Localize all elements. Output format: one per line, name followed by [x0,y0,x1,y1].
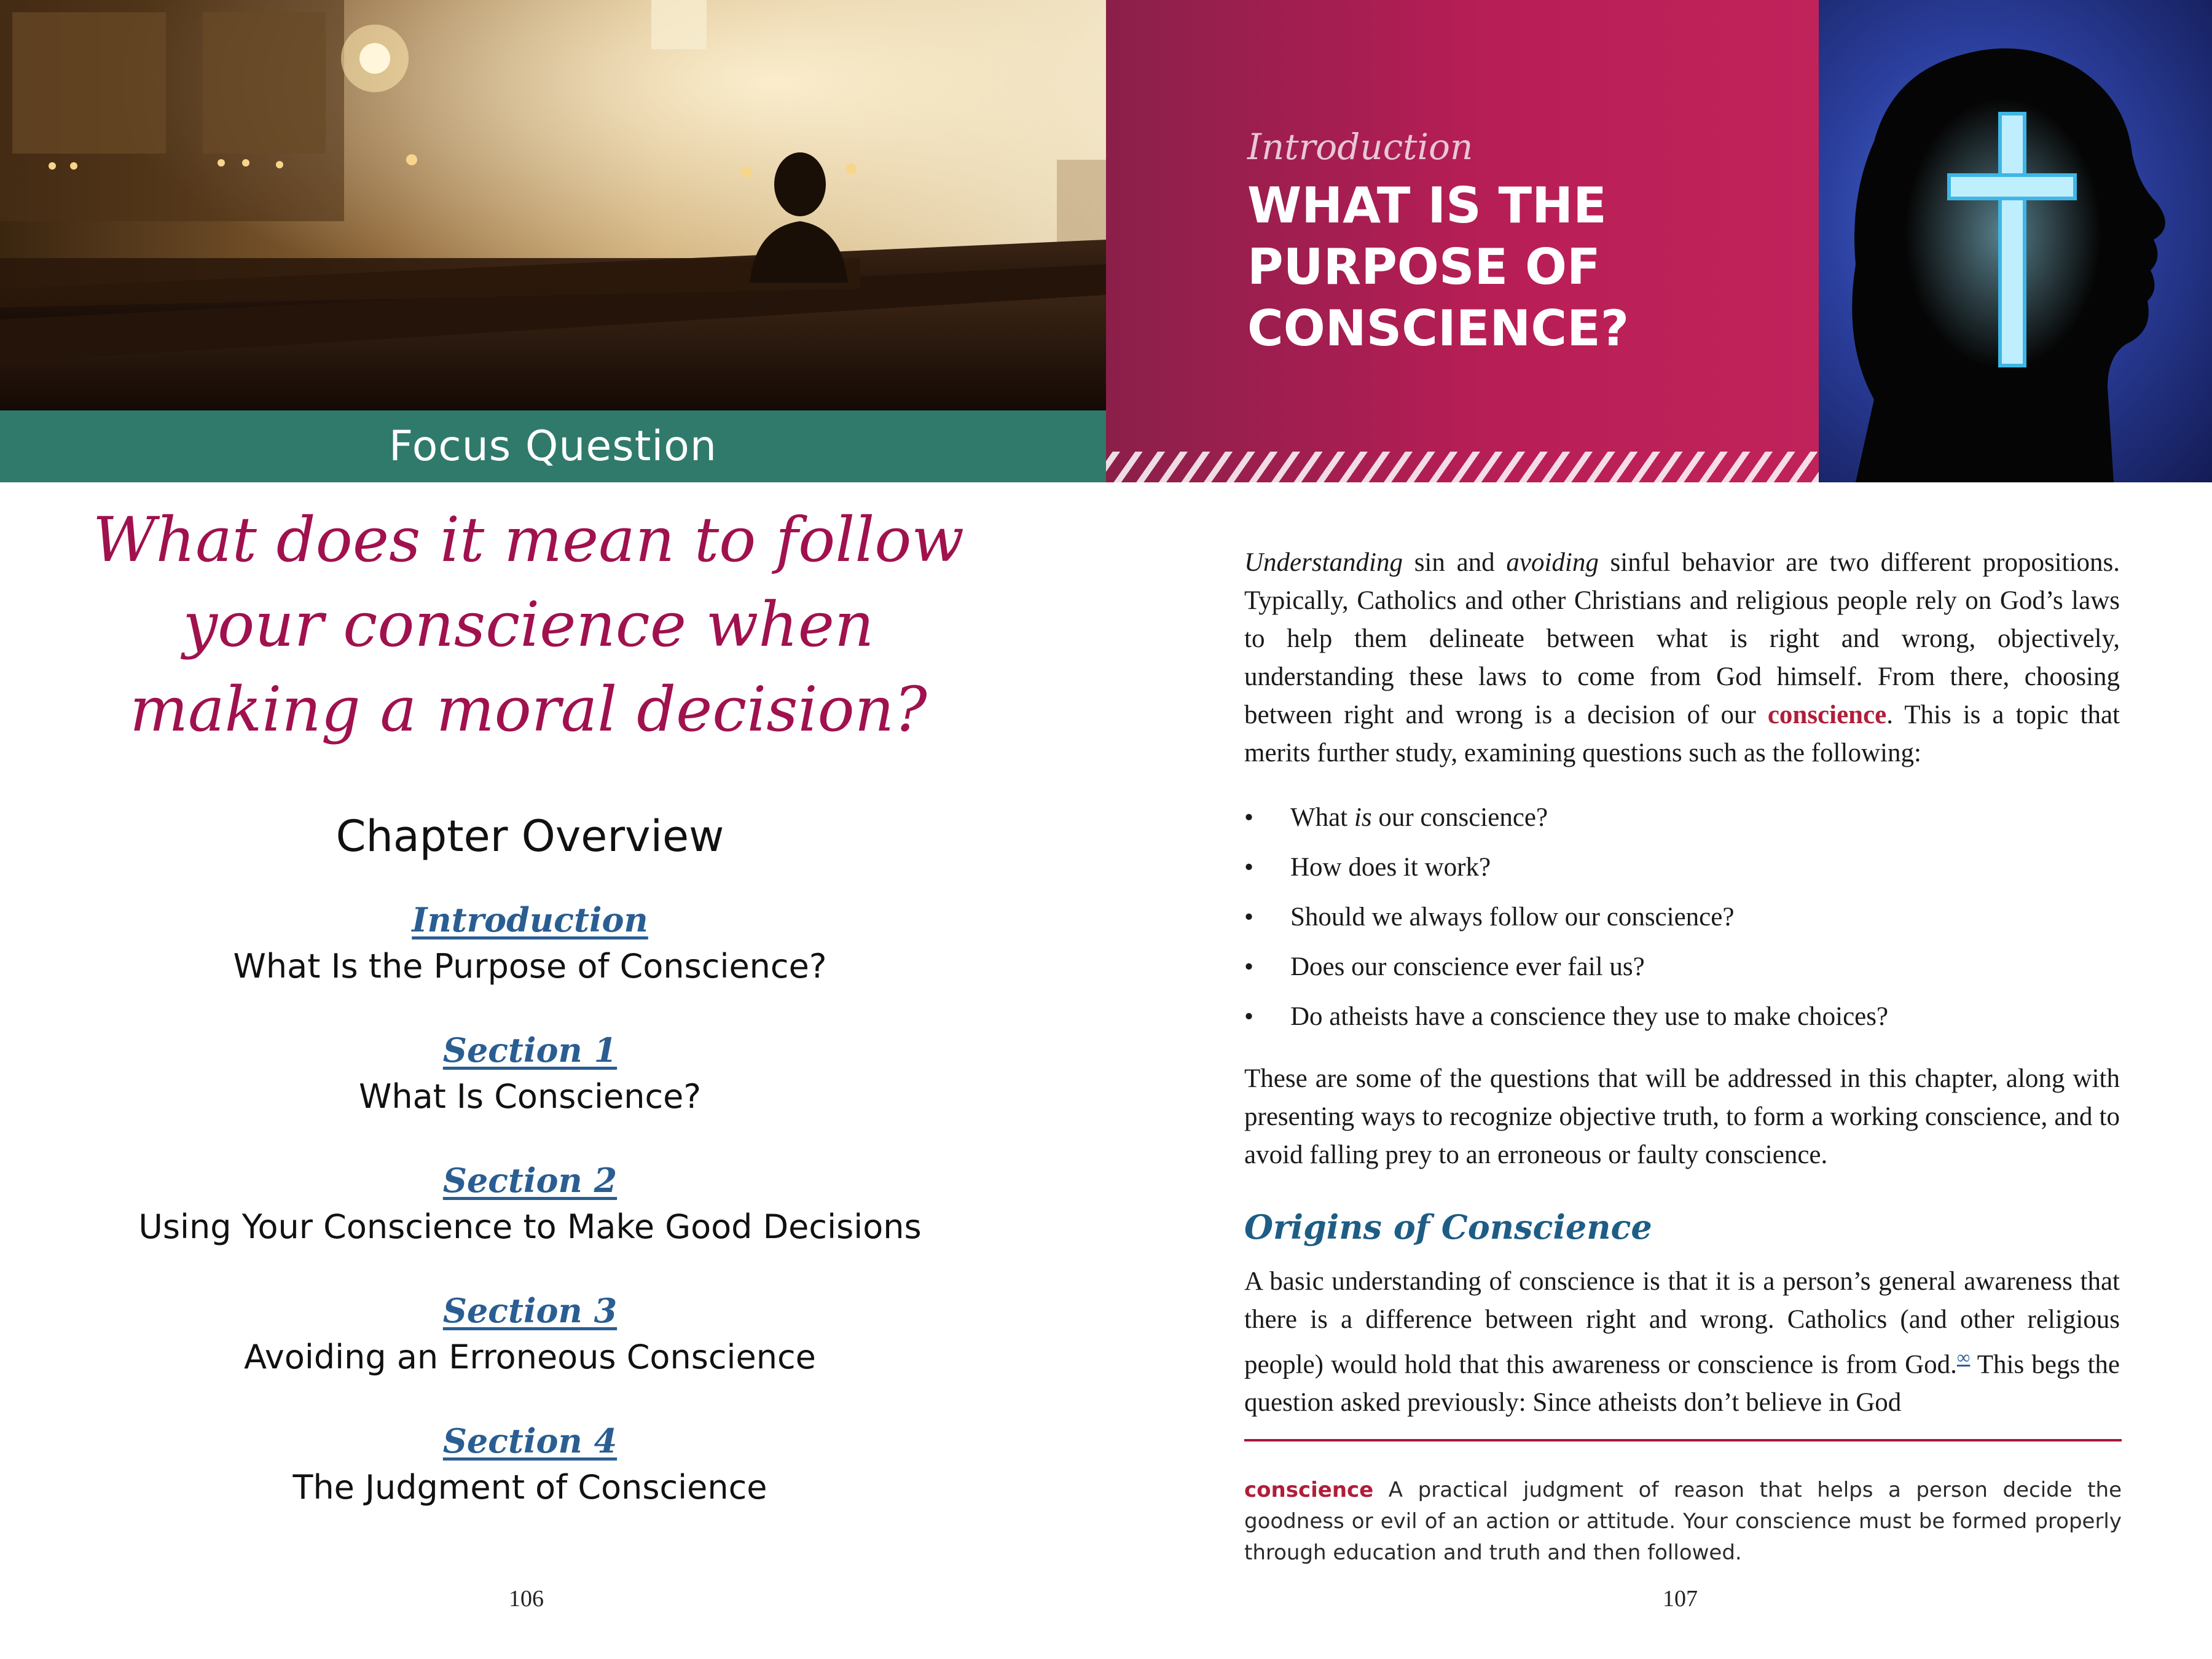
overview-item-section-1 [0,1030,1060,1116]
emphasis-is: is [1354,803,1372,832]
emphasis-understanding: Understanding [1244,548,1403,577]
focus-question-band [0,410,1106,482]
list-item: • Should we always follow our conscience? [1244,898,2120,948]
head-silhouette-cross-image [1819,0,2212,482]
overview-item-section-2 [0,1161,1060,1246]
text-run: our conscience? [1371,803,1548,832]
list-item: • Do atheists have a conscience they use to make choices? [1244,998,2120,1048]
overview-link-section-1[interactable]: Section 1 [442,1030,618,1070]
text-run: This begs the question asked previously: Since atheists don’t believe in God [1244,1350,2120,1418]
overview-item-section-4 [0,1421,1060,1507]
glossary-text: A practical judgment of reason that helps a person decide the goodness or evil of an action or attitude. Your conscience must be formed properly through education and truth and then followed. [1244,1478,2122,1565]
overview-link-section-4[interactable]: Section 4 [442,1421,618,1461]
introduction-title: WHAT IS THE PURPOSE OF CONSCIENCE? [1247,177,1630,357]
text-run: sinful behavior are two different propositions. Typically, Catholics and other Christians and religious people rely on God’s laws to help them delineate between what is right and wrong, objectively, understanding these laws to come from God himself. From there, choosing between right and wrong is a decision of our [1244,548,2120,729]
list-item: • Does our conscience ever fail us? [1244,948,2120,998]
origins-paragraph [1244,1263,2120,1422]
page-number-left: 106 [509,1586,544,1612]
chapter-overview-title: Chapter Overview [335,811,724,861]
footnote-reference-link[interactable]: ∞ [1956,1347,1971,1368]
emphasis-avoiding: avoiding [1506,548,1599,577]
intro-paragraph-2: These are some of the questions that will be addressed in this chapter, along with presenting ways to recognize objective truth, to form a working conscience, and to avoid falling prey to an erroneous or faulty conscience. [1244,1064,2120,1169]
question-list [1244,799,2120,1048]
list-item: • How does it work? [1244,849,2120,898]
glossary-definition [1244,1475,2122,1569]
overview-link-introduction[interactable]: Introduction [412,900,648,939]
overview-subtitle: Avoiding an Erroneous Conscience [244,1338,816,1376]
decorative-stripes [1106,452,1819,482]
focus-question: What does it mean to follow your conscience when making a moral decision? [92,504,965,745]
overview-item-section-3 [0,1291,1060,1376]
origins-of-conscience-heading: Origins of Conscience [1244,1207,1652,1247]
text-run: What [1290,803,1354,832]
text-run: . This is a topic that merits further study, examining questions such as the following: [1244,700,2120,767]
overview-link-section-2[interactable]: Section 2 [442,1161,618,1200]
glossary-term: conscience [1244,1478,1374,1502]
church-pews-photo [0,0,1106,410]
text-run: A basic understanding of conscience is that it is a person’s general awareness that there is a difference between right and wrong. Catholics (and other religious people) would hold that this awareness or conscience is from God. [1244,1267,2120,1379]
overview-subtitle: What Is the Purpose of Conscience? [233,947,827,986]
intro-paragraph-1 [1244,544,2120,772]
glossary-keyword-conscience[interactable]: conscience [1767,700,1887,729]
glossary-divider [1244,1439,2122,1441]
focus-band-label: Focus Question [389,422,717,471]
overview-item-introduction [0,900,1060,986]
list-item [1244,799,2120,849]
overview-subtitle: What Is Conscience? [358,1077,702,1116]
overview-subtitle: The Judgment of Conscience [292,1468,767,1507]
overview-subtitle: Using Your Conscience to Make Good Decisions [138,1207,922,1246]
overview-link-section-3[interactable]: Section 3 [442,1291,618,1330]
page-number-right: 107 [1663,1586,1698,1612]
text-run: sin and [1403,548,1507,577]
introduction-kicker: Introduction [1247,126,1473,168]
